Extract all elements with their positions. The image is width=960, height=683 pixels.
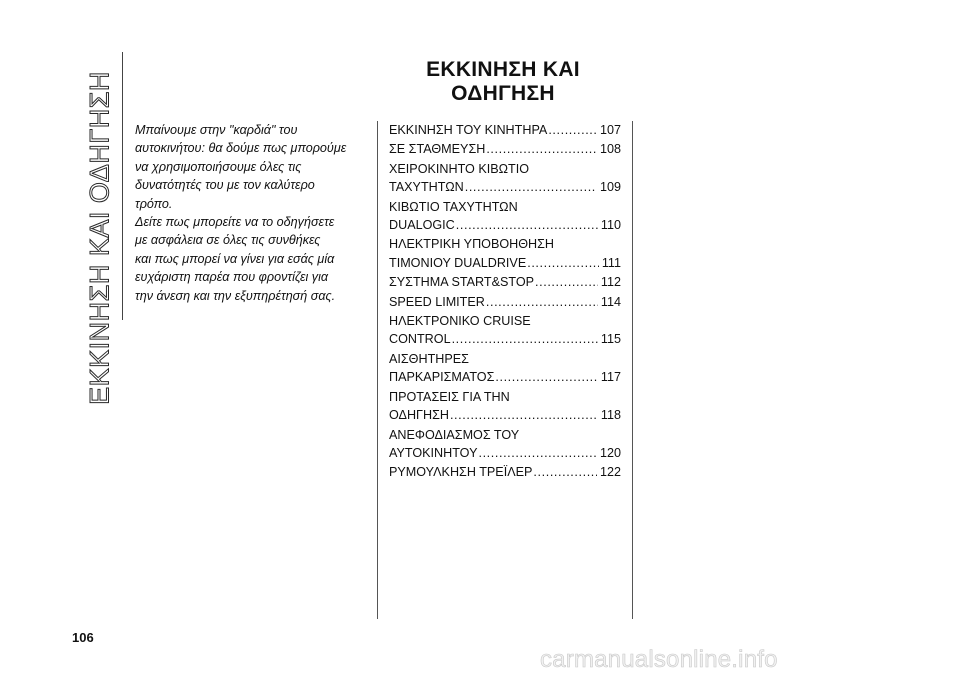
- toc-entry-page: 107: [599, 123, 621, 137]
- intro-line: Μπαίνουμε στην "καρδιά" του: [135, 123, 298, 137]
- intro-line: με ασφάλεια σε όλες τις συνθήκες: [135, 233, 321, 248]
- intro-line: να χρησιμοποιήσουμε όλες τις: [135, 159, 302, 174]
- toc-entry-title: CONTROL: [389, 332, 451, 347]
- toc-entry-title: SPEED LIMITER: [389, 294, 485, 309]
- toc-entry[interactable]: [389, 426, 621, 463]
- column-divider-right: [632, 121, 633, 619]
- chapter-title: ΕΚΚΙΝΗΣΗ ΚΑΙ ΟΔΗΓΗΣΗ: [426, 58, 580, 105]
- intro-line: την άνεση και την εξυπηρέτησή σας.: [135, 288, 336, 303]
- toc-entry-page: 117: [600, 370, 621, 385]
- toc-entry[interactable]: [389, 121, 621, 139]
- toc-entry-title: ΧΕΙΡΟΚΙΝΗΤΟ ΚΙΒΩΤΙΟ: [389, 161, 530, 176]
- toc-entry-title: ΑΥΤΟΚΙΝΗΤΟΥ: [389, 445, 478, 460]
- intro-line: ευχάριστη παρέα που φροντίζει για: [135, 270, 329, 285]
- intro-line: και πως μπορεί να γίνει για εσάς μία: [135, 251, 335, 266]
- toc-entry[interactable]: [389, 388, 621, 425]
- toc-leader-dots: [456, 216, 598, 234]
- toc-leader-dots: [548, 121, 597, 139]
- toc-entry[interactable]: [389, 235, 621, 272]
- toc-entry-page: 108: [599, 142, 621, 157]
- toc-entry-title: ΟΔΗΓΗΣΗ: [389, 408, 449, 423]
- toc-entry-page: 109: [599, 180, 621, 195]
- toc-entry[interactable]: [389, 293, 621, 311]
- toc-leader-dots: [478, 444, 597, 462]
- toc-entry[interactable]: [389, 350, 621, 387]
- toc-entry-title: ΤΑΧΥΤΗΤΩΝ: [389, 180, 464, 195]
- table-of-contents: [389, 121, 621, 483]
- toc-entry-title: ΣΕ ΣΤΑΘΜΕΥΣΗ: [389, 142, 486, 157]
- toc-entry-title: ΑΝΕΦΟΔΙΑΣΜΟΣ ΤΟΥ: [389, 427, 520, 442]
- toc-entry-title: ΡΥΜΟΥΛΚΗΣΗ ΤΡΕΪΛΕΡ: [389, 465, 533, 480]
- page-number: 106: [72, 630, 94, 645]
- toc-entry-title: ΠΡΟΤΑΣΕΙΣ ΓΙΑ ΤΗΝ: [389, 389, 510, 404]
- toc-entry-title: ΗΛΕΚΤΡΟΝΙΚΟ CRUISE: [389, 314, 531, 329]
- toc-leader-dots: [486, 140, 597, 158]
- side-tab: [72, 52, 123, 405]
- watermark: carmanualsonline.info: [540, 646, 778, 673]
- toc-entry-title: ΤΙΜΟΝΙΟΥ DUALDRIVE: [389, 255, 527, 270]
- toc-entry-page: 114: [600, 294, 621, 309]
- toc-entry-title: ΕΚΚΙΝΗΣΗ ΤΟΥ ΚΙΝΗΤΗΡΑ: [389, 123, 548, 137]
- toc-entry[interactable]: [389, 198, 621, 235]
- intro-text: [135, 121, 357, 305]
- intro-line: αυτοκινήτου: θα δούμε πως μπορούμε: [135, 141, 347, 156]
- toc-leader-dots: [450, 406, 598, 424]
- toc-entry-page: 110: [600, 218, 621, 233]
- toc-entry-title: ΚΙΒΩΤΙΟ ΤΑΧΥΤΗΤΩΝ: [389, 199, 518, 214]
- toc-entry[interactable]: [389, 273, 621, 291]
- toc-leader-dots: [495, 368, 598, 386]
- toc-entry[interactable]: [389, 140, 621, 158]
- intro-line: τρόπο.: [135, 196, 173, 211]
- toc-entry-page: 118: [600, 408, 621, 423]
- column-divider-left: [377, 121, 378, 619]
- toc-leader-dots: [535, 273, 598, 291]
- toc-entry-title: ΠΑΡΚΑΡΙΣΜΑΤΟΣ: [389, 370, 495, 385]
- toc-entry-page: 111: [601, 255, 621, 270]
- toc-entry[interactable]: [389, 463, 621, 481]
- toc-entry-page: 120: [599, 445, 621, 460]
- toc-leader-dots: [465, 178, 597, 196]
- toc-entry-title: ΑΙΣΘΗΤΗΡΕΣ: [389, 351, 469, 366]
- side-tab-label: ΕΚΚΙΝΗΣΗ ΚΑΙ ΟΔΗΓΗΣΗ: [84, 71, 115, 405]
- toc-entry-title: DUALOGIC: [389, 218, 455, 233]
- intro-line: δυνατότητές του με τον καλύτερο: [135, 178, 315, 193]
- intro-line: Δείτε πως μπορείτε να το οδηγήσετε: [135, 215, 335, 230]
- toc-entry-page: 122: [599, 465, 621, 480]
- toc-entry[interactable]: [389, 160, 621, 197]
- toc-entry-page: 115: [600, 332, 621, 347]
- toc-leader-dots: [452, 330, 598, 348]
- toc-entry-page: 112: [600, 275, 621, 290]
- toc-entry-title: ΣΥΣΤΗΜΑ START&STOP: [389, 275, 535, 290]
- toc-leader-dots: [486, 293, 598, 311]
- toc-leader-dots: [533, 463, 597, 481]
- toc-entry-title: ΗΛΕΚΤΡΙΚΗ ΥΠΟΒΟΗΘΗΣΗ: [389, 237, 555, 252]
- toc-entry[interactable]: [389, 312, 621, 349]
- toc-leader-dots: [527, 254, 599, 272]
